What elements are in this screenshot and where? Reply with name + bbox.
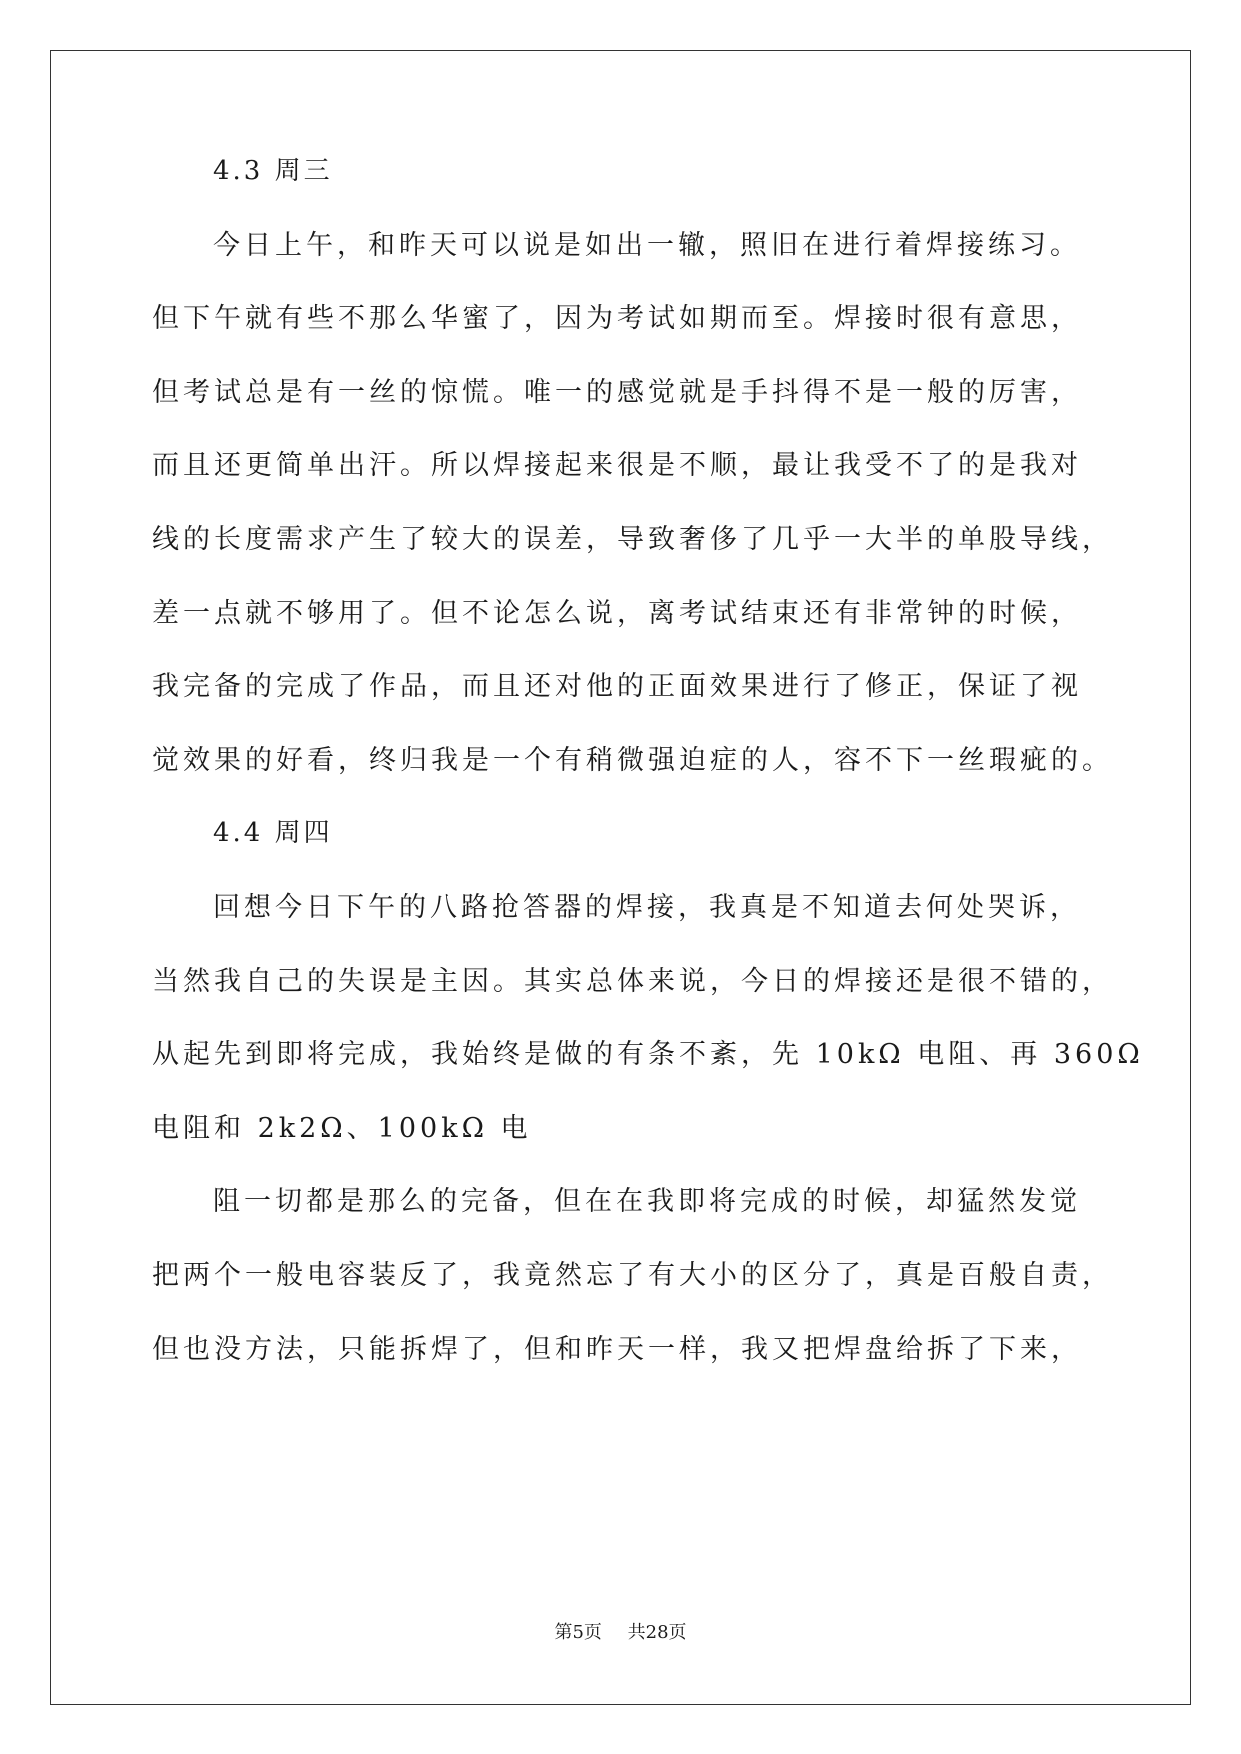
page-footer — [0, 1620, 1241, 1646]
paragraph-line: 回想今日下午的八路抢答器的焊接，我真是不知道去何处哭诉， — [213, 891, 1081, 923]
paragraph-line: 而且还更简单出汗。所以焊接起来很是不顺，最让我受不了的是我对 — [152, 450, 1082, 482]
paragraph-line: 当然我自己的失误是主因。其实总体来说，今日的焊接还是很不错的， — [152, 965, 1113, 997]
paragraph-line: 今日上午，和昨天可以说是如出一辙，照旧在进行着焊接练习。 — [213, 229, 1081, 261]
document-body — [152, 135, 1162, 1386]
paragraph-line: 线的长度需求产生了较大的误差，导致奢侈了几乎一大半的单股导线， — [152, 523, 1113, 555]
current-page-number: 第5页 — [554, 1622, 602, 1643]
paragraph-line: 从起先到即将完成，我始终是做的有条不紊，先 10kΩ 电阻、再 360Ω — [152, 1039, 1144, 1071]
paragraph-line: 但也没方法，只能拆焊了，但和昨天一样，我又把焊盘给拆了下来， — [152, 1333, 1082, 1365]
section-heading: 4.4 周四 — [213, 818, 333, 849]
section-heading: 4.3 周三 — [213, 156, 333, 186]
paragraph-line: 但下午就有些不那么华蜜了，因为考试如期而至。焊接时很有意思， — [152, 303, 1082, 335]
paragraph-line: 但考试总是有一丝的惊慌。唯一的感觉就是手抖得不是一般的厉害， — [152, 376, 1082, 408]
paragraph-line: 阻一切都是那么的完备，但在在我即将完成的时候，却猛然发觉 — [213, 1186, 1081, 1218]
paragraph-line: 差一点就不够用了。但不论怎么说，离考试结束还有非常钟的时候， — [152, 597, 1082, 629]
paragraph-line: 我完备的完成了作品，而且还对他的正面效果进行了修正，保证了视 — [152, 671, 1082, 703]
total-page-count: 共28页 — [627, 1622, 687, 1643]
paragraph-line: 电阻和 2k2Ω、100kΩ 电 — [152, 1112, 532, 1144]
paragraph-line: 觉效果的好看，终归我是一个有稍微强迫症的人，容不下一丝瑕疵的。 — [152, 744, 1113, 776]
paragraph-line: 把两个一般电容装反了，我竟然忘了有大小的区分了，真是百般自责， — [152, 1259, 1113, 1291]
